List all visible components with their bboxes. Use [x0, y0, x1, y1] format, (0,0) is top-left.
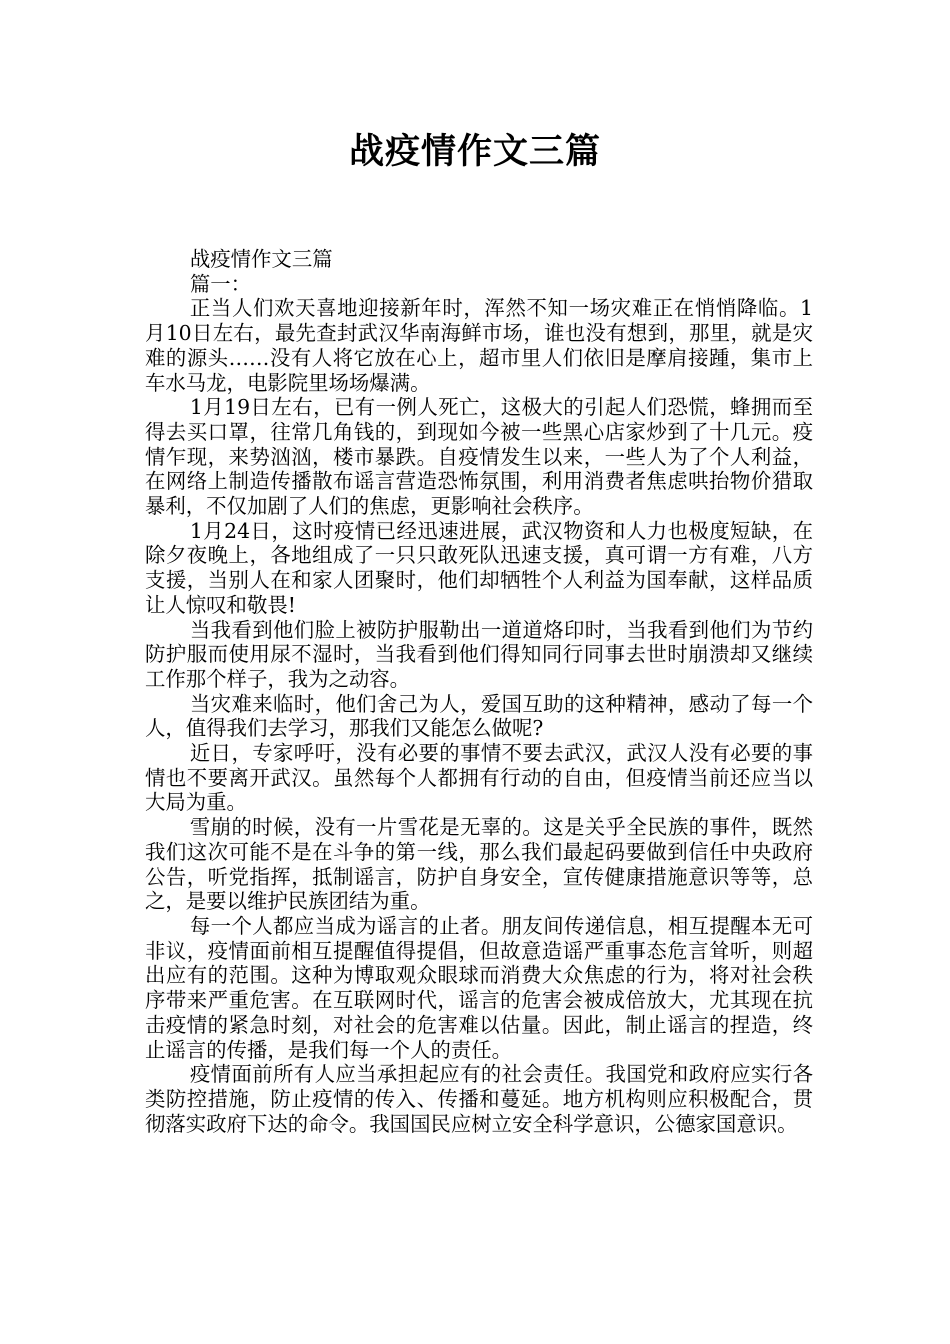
- body-paragraph: 正当人们欢天喜地迎接新年时，浑然不知一场灾难正在悄悄降临。1月10日左右，最先查封武汉华南海鲜市场，谁也没有想到，那里，就是灾难的源头……没有人将它放在心上，超市里人们依旧是摩肩接踵，集市上车水马龙，电影院里场场爆满。: [145, 296, 813, 395]
- body-paragraph: 当灾难来临时，他们舍己为人，爱国互助的这种精神，感动了每一个人，值得我们去学习，那我们又能怎么做呢?: [145, 691, 813, 741]
- body-paragraph: 近日，专家呼吁，没有必要的事情不要去武汉，武汉人没有必要的事情也不要离开武汉。虽然每个人都拥有行动的自由，但疫情当前还应当以大局为重。: [145, 741, 813, 815]
- body-paragraph: 1月24日，这时疫情已经迅速进展，武汉物资和人力也极度短缺，在除夕夜晚上，各地组成了一只只敢死队迅速支援，真可谓一方有难，八方支援，当别人在和家人团聚时，他们却牺牲个人利益为国奉献，这样品质让人惊叹和敬畏!: [145, 518, 813, 617]
- body-paragraph: 当我看到他们脸上被防护服勒出一道道烙印时，当我看到他们为节约防护服而使用尿不湿时，当我看到他们得知同行同事去世时崩溃却又继续工作那个样子，我为之动容。: [145, 617, 813, 691]
- document-body: [145, 247, 813, 1136]
- body-paragraph: 每一个人都应当成为谣言的止者。朋友间传递信息，相互提醒本无可非议，疫情面前相互提醒值得提倡，但故意造谣严重事态危言耸听，则超出应有的范围。这种为博取观众眼球而消费大众焦虑的行为，将对社会秩序带来严重危害。在互联网时代，谣言的危害会被成倍放大，尤其现在抗击疫情的紧急时刻，对社会的危害难以估量。因此，制止谣言的捏造，终止谣言的传播，是我们每一个人的责任。: [145, 913, 813, 1062]
- body-paragraph: 疫情面前所有人应当承担起应有的社会责任。我国党和政府应实行各类防控措施，防止疫情的传入、传播和蔓延。地方机构则应积极配合，贯彻落实政府下达的命令。我国国民应树立安全科学意识，公德家国意识。: [145, 1062, 813, 1136]
- document-title: 战疫情作文三篇: [348, 132, 601, 172]
- body-paragraph: 1月19日左右，已有一例人死亡，这极大的引起人们恐慌，蜂拥而至得去买口罩，往常几角钱的，到现如今被一些黑心店家炒到了十几元。疫情乍现，来势汹汹，楼市暴跌。自疫情发生以来，一些人为了个人利益，在网络上制造传播散布谣言营造恐怖氛围，利用消费者焦虑哄抬物价猎取暴利，不仅加剧了人们的焦虑，更影响社会秩序。: [145, 395, 813, 519]
- section-heading: 篇一：: [189, 271, 252, 296]
- body-paragraph: 雪崩的时候，没有一片雪花是无辜的。这是关乎全民族的事件，既然我们这次可能不是在斗争的第一线，那么我们最起码要做到信任中央政府公告，听党指挥，抵制谣言，防护自身安全，宣传健康措施意识等等，总之，是要以维护民族团结为重。: [145, 815, 813, 914]
- body-subtitle: 战疫情作文三篇: [189, 247, 333, 271]
